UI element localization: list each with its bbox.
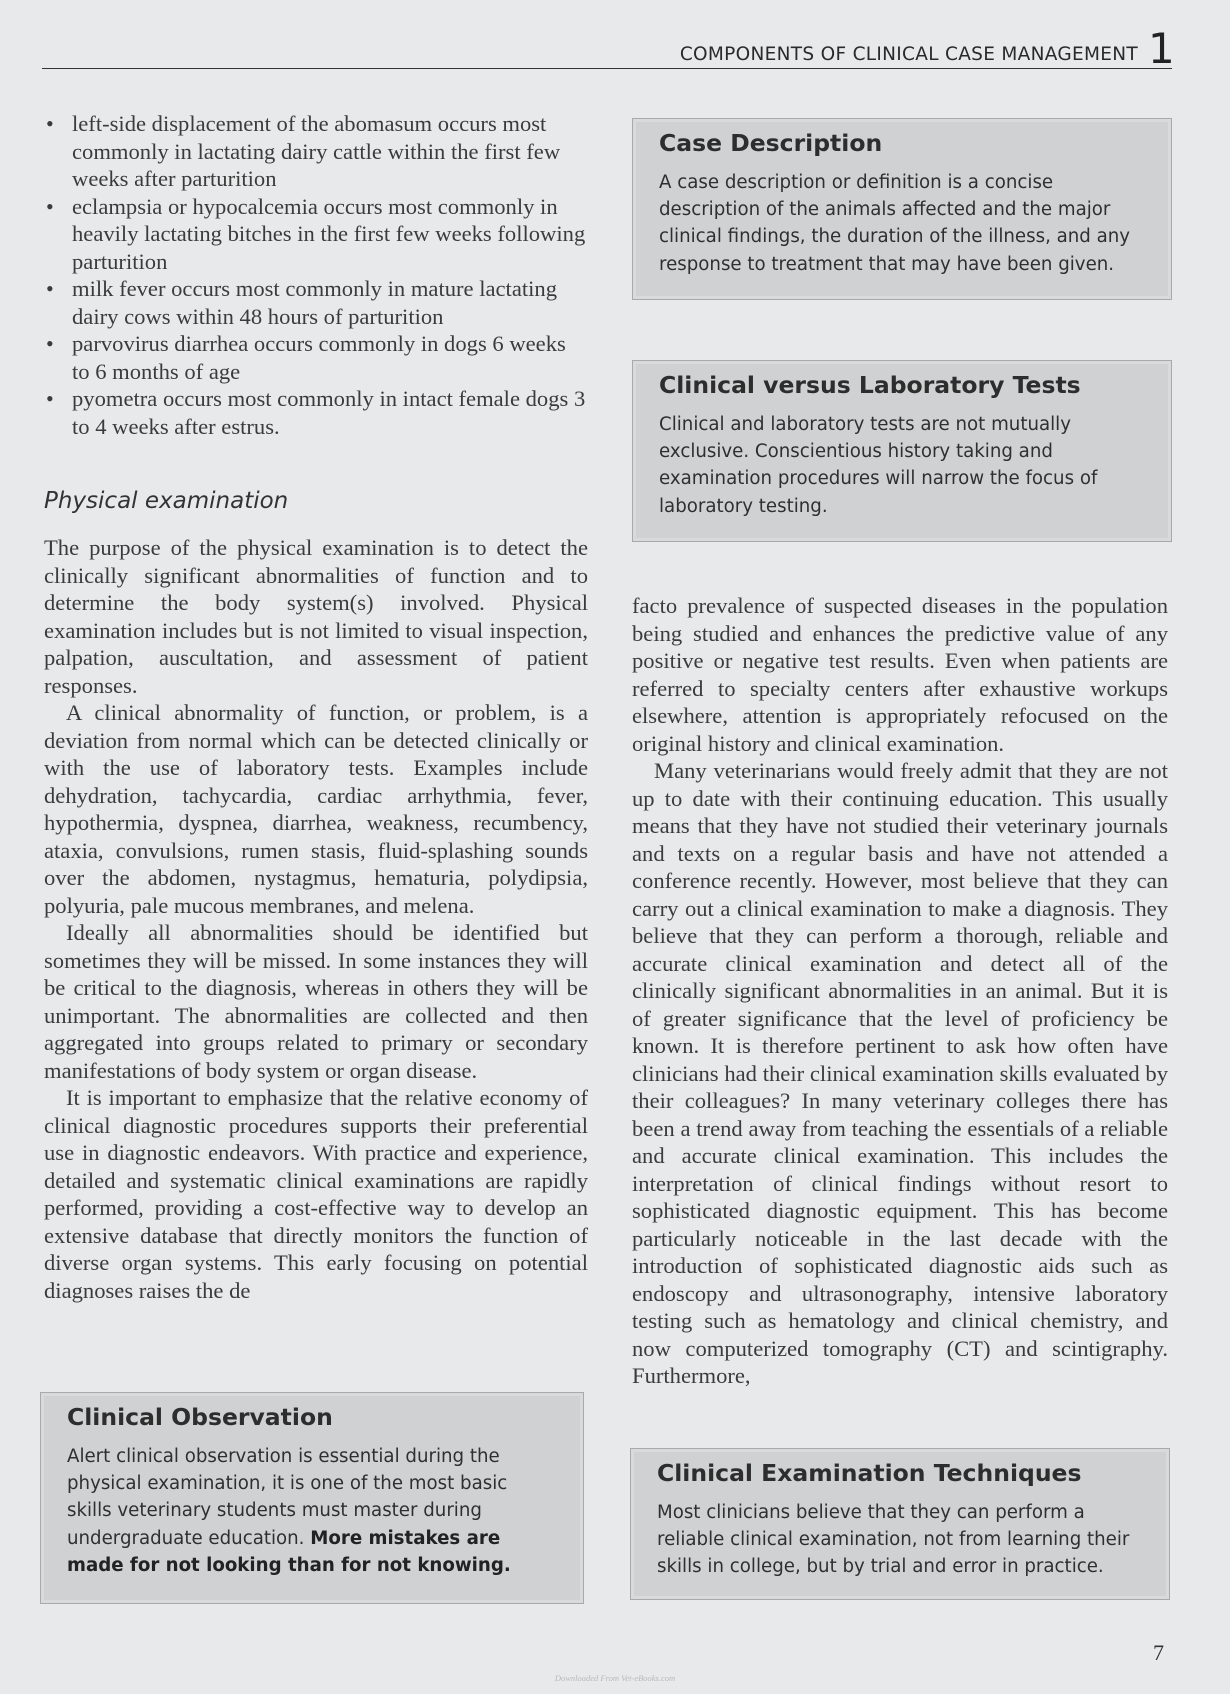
box-title: Clinical Examination Techniques xyxy=(657,1459,1082,1487)
box-emphasis: More mistakes are made for not looking than for not knowing. xyxy=(67,1527,511,1576)
body-paragraph: Ideally all abnormalities should be identified but sometimes they will be missed. In some instances they will be critical to the diagnosis, whereas in others they will be unimportant. The abnormalities are collected and then aggregated into groups related to primary or secondary manifestations of body system or organ disease. xyxy=(44,920,588,1083)
box-title: Case Description xyxy=(659,129,883,157)
body-paragraph: It is important to emphasize that the relative economy of clinical diagnostic procedures supports their preferential use in diagnostic endeavors. With practice and experience, detailed and systematic clinical examinations are rapidly performed, providing a cost-effective way to develop an extensive database that directly monitors the function of diverse organ systems. This early focusing on potential diagnoses raises the de xyxy=(44,1085,588,1303)
list-item: • milk fever occurs most commonly in mature lactating dairy cows within 48 hours of parturition xyxy=(44,275,588,330)
body-paragraph: The purpose of the physical examination is to detect the clinically significant abnormalities of function and to determine the body system(s) involved. Physical examination includes but is not limited to visual inspection, palpation, auscultation, and assessment of patient responses. xyxy=(44,535,588,698)
box-body: Most clinicians believe that they can perform a reliable clinical examination, not from learning their skills in college, but by trial and error in practice. xyxy=(657,1502,1130,1578)
list-item: • left-side displacement of the abomasum occurs most commonly in lactating dairy cattle within the first few weeks after parturition xyxy=(44,110,588,193)
box-title: Clinical versus Laboratory Tests xyxy=(659,371,1081,399)
section-heading: Physical examination xyxy=(44,488,289,514)
list-item: • eclampsia or hypocalcemia occurs most commonly in heavily lactating bitches in the first few weeks following parturition xyxy=(44,193,588,276)
body-paragraph: A clinical abnormality of function, or problem, is a deviation from normal which can be detected clinically or with the use of laboratory tests. Examples include dehydration, tachycardia, cardiac arrhythmia, fever, hypothermia, dyspnea, diarrhea, weakness, recumbency, ataxia, convulsions, rumen stasis, fluid-splashing sounds over the abdomen, nystagmus, hematuria, polydipsia, polyuria, pale mucous membranes, and melena. xyxy=(44,700,588,918)
box-body xyxy=(67,1443,557,1579)
body-paragraph: facto prevalence of suspected diseases in the population being studied and enhances the predictive value of any positive or negative test results. Even when patients are referred to specialty centers after exhaustive workups elsewhere, attention is appropriately refocused on the original history and clinical examination. xyxy=(632,593,1168,756)
box-title: Clinical Observation xyxy=(67,1403,333,1431)
list-item: • pyometra occurs most commonly in intact female dogs 3 to 4 weeks after estrus. xyxy=(44,385,588,440)
box-body: A case description or definition is a concise description of the animals affected and the major clinical findings, the duration of the illness, and any response to treatment that may have been given. xyxy=(659,172,1131,275)
body-paragraph: Many veterinarians would freely admit that they are not up to date with their continuing education. This usually means that they have not studied their veterinary journals and texts on a regular basis and have not attended a conference recently. However, most believe that they can carry out a clinical examination to make a diagnosis. They believe that they can perform a thorough, reliable and accurate clinical examination and detect all of the clinically significant abnormalities in an animal. But it is of greater significance that the level of proficiency be known. It is therefore pertinent to ask how often have clinicians had their clinical examination skills evaluated by their colleagues? In many veterinary colleges there has been a trend away from teaching the essentials of a reliable and accurate clinical examination. This includes the interpretation of clinical findings without resort to sophisticated diagnostic equipment. This has become particularly noticeable in the last decade with the introduction of sophisticated diagnostic aids such as endoscopy and ultrasonography, intensive laboratory testing such as hematology and clinical chemistry, and now computerized tomography (CT) and scintigraphy. Furthermore, xyxy=(632,758,1168,1388)
right-column xyxy=(632,592,1168,1390)
box-body: Clinical and laboratory tests are not mutually exclusive. Conscientious history taking and examination procedures will narrow the focus of laboratory testing. xyxy=(659,414,1098,517)
clinical-vs-lab-box xyxy=(632,360,1172,542)
chapter-number: 1 xyxy=(1148,24,1175,73)
header-rule xyxy=(42,68,1172,69)
box-body-text: Alert clinical observation is essential during the physical examination, it is one of the most basic skills veterinary students must master during undergraduate education. xyxy=(67,1446,508,1549)
case-description-box xyxy=(632,118,1172,300)
bullet-list xyxy=(44,110,588,440)
download-note: Downloaded From Vet-eBooks.com xyxy=(554,1673,676,1683)
clinical-observation-box xyxy=(40,1392,584,1604)
running-head: COMPONENTS OF CLINICAL CASE MANAGEMENT xyxy=(679,44,1138,65)
page-number: 7 xyxy=(1153,1640,1164,1665)
left-column xyxy=(44,110,588,1304)
list-item: • parvovirus diarrhea occurs commonly in dogs 6 weeks to 6 months of age xyxy=(44,330,588,385)
clinical-exam-techniques-box xyxy=(630,1448,1170,1600)
